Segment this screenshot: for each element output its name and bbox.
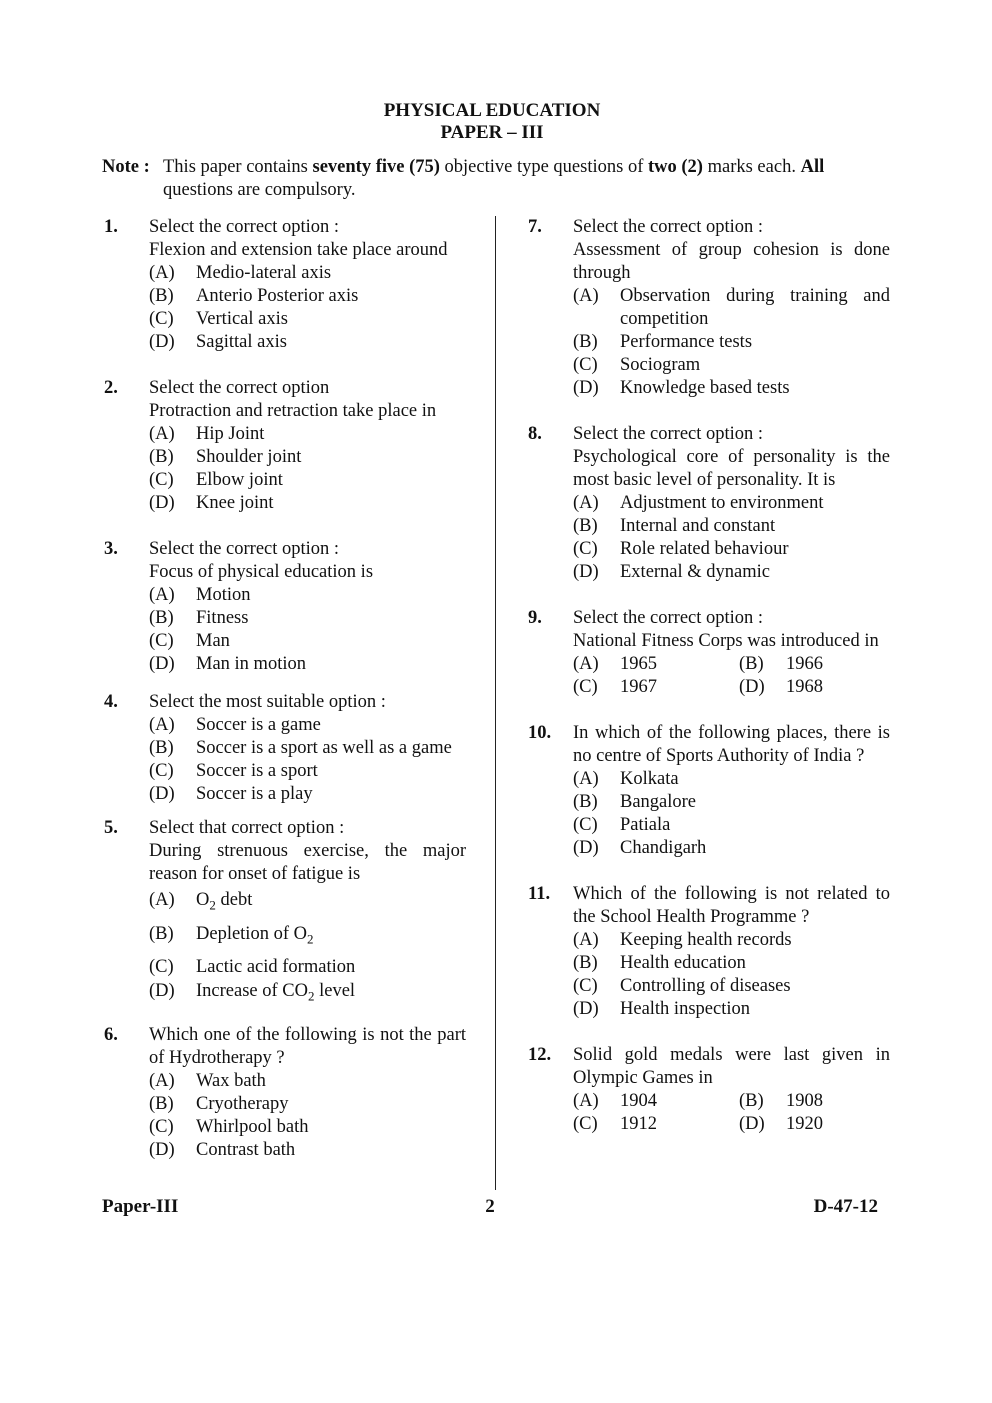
question-text: Psychological core of personality is the most basic level of personality. It is [573,447,890,490]
option-letter: (B) [149,286,174,306]
option-text: Shoulder joint [196,447,302,467]
option-c[interactable] [149,630,466,653]
option-letter: (D) [739,677,765,697]
option-text: Man in motion [196,654,306,674]
paper-code: D-47-12 [813,1196,878,1217]
question-number: 2. [104,378,118,398]
paper-title: PAPER – III [440,122,544,143]
question-number: 1. [104,217,118,237]
option-d[interactable] [149,783,466,806]
question-7 [528,216,890,400]
option-text: Keeping health records [620,930,792,950]
option-b[interactable] [149,737,466,760]
option-letter: (A) [149,424,175,444]
note-text-2: objective type questions of [439,157,648,177]
option-d[interactable] [739,676,889,699]
option-text: Hip Joint [196,424,265,444]
option-text: Soccer is a sport as well as a game [196,738,452,758]
question-number: 10. [528,723,552,743]
option-letter: (C) [149,631,174,651]
question-stem: Select the correct option : [573,217,764,237]
option-c[interactable] [573,1113,739,1136]
option-text: Observation during training and competition [620,286,890,329]
option-letter: (B) [573,792,598,812]
option-letter: (B) [573,516,598,536]
option-text: Soccer is a game [196,715,321,735]
question-2 [104,377,466,515]
option-text: External & dynamic [620,562,771,582]
question-number: 12. [528,1045,552,1065]
option-b[interactable] [149,920,466,954]
option-text: Soccer is a sport [196,761,318,781]
option-text: Health education [620,953,746,973]
question-5 [104,817,466,1007]
option-text: 1920 [786,1114,823,1134]
option-c[interactable] [573,814,890,837]
option-text: Knee joint [196,493,274,513]
note-text-1: This paper contains [163,157,313,177]
option-b[interactable] [739,653,889,676]
option-a[interactable] [149,423,466,446]
question-text: During strenuous exercise, the major reason for onset of fatigue is [149,841,466,884]
page-number: 2 [485,1196,495,1217]
subscript: 2 [209,897,216,913]
option-text: 1908 [786,1091,823,1111]
option-a[interactable] [573,492,890,515]
option-text: Depletion of O [196,923,307,944]
option-letter: (C) [573,1114,598,1134]
option-a[interactable] [149,1070,466,1093]
option-letter: (B) [149,1094,174,1115]
option-letter: (A) [573,493,599,513]
option-c[interactable] [573,676,739,699]
option-d[interactable] [149,331,466,354]
option-text: Knowledge based tests [620,378,790,398]
question-stem: Select the correct option : [149,217,340,237]
option-b[interactable] [149,285,466,308]
option-text: Motion [196,585,251,605]
option-letter: (A) [573,286,599,306]
option-text: 1965 [620,654,657,674]
option-a[interactable] [573,285,890,331]
question-number: 5. [104,818,118,838]
option-letter: (C) [573,815,598,835]
option-b[interactable] [573,791,890,814]
subject-title: PHYSICAL EDUCATION [383,100,601,121]
option-b[interactable] [739,1090,889,1113]
option-text-suffix: level [314,981,356,1002]
option-letter: (D) [149,981,175,1002]
option-b[interactable] [573,515,890,538]
question-9 [528,607,890,699]
option-letter: (D) [149,654,175,674]
option-letter: (A) [573,930,599,950]
footer-paper-label: Paper-III [102,1196,179,1217]
note-bold-3: All [800,157,825,177]
note-label: Note : [102,157,150,177]
option-text: Medio-lateral axis [196,263,332,283]
option-d[interactable] [149,1139,466,1162]
question-text: Which one of the following is not the part of Hydrotherapy ? [149,1025,466,1069]
option-letter: (C) [149,309,174,329]
question-stem: Select the most suitable option : [149,692,386,712]
question-stem: Select the correct option : [573,424,764,444]
question-text: Focus of physical education is [149,562,374,582]
option-c[interactable] [573,975,890,998]
question-1 [104,216,466,354]
option-letter: (D) [573,999,599,1019]
option-letter: (C) [573,539,598,559]
page-header [0,100,984,144]
option-letter: (C) [573,976,598,996]
option-letter: (A) [573,654,599,674]
instructions-note [102,156,892,202]
note-text [163,156,892,202]
option-text: Anterio Posterior axis [196,286,359,306]
option-letter: (D) [149,493,175,513]
option-c[interactable] [149,1116,466,1139]
question-stem: Select that correct option : [149,818,345,838]
option-d[interactable] [573,837,890,860]
column-divider [495,216,496,1190]
option-b[interactable] [149,1093,466,1116]
option-text: Role related behaviour [620,539,789,559]
option-text: Lactic acid formation [196,957,356,978]
option-a[interactable] [573,929,890,952]
note-bold-2: two (2) [648,157,703,177]
question-4 [104,691,466,806]
question-number: 8. [528,424,542,444]
question-text: In which of the following places, there is no centre of Sports Authority of India ? [573,723,890,766]
option-letter: (D) [739,1114,765,1134]
question-number: 3. [104,539,118,559]
option-text: Sociogram [620,355,701,375]
question-10 [528,722,890,860]
option-text: Kolkata [620,769,679,789]
option-letter: (A) [149,585,175,605]
left-column [104,216,466,1162]
question-3 [104,538,466,676]
option-letter: (A) [149,890,175,910]
note-bold-1: seventy five (75) [312,157,440,177]
option-letter: (B) [149,608,174,628]
option-letter: (B) [739,1091,764,1111]
option-text: Vertical axis [196,309,288,329]
option-d[interactable] [573,561,890,584]
question-number: 7. [528,217,542,237]
option-d[interactable] [573,377,890,400]
option-d[interactable] [739,1113,889,1136]
option-letter: (D) [149,784,175,804]
question-text: Flexion and extension take place around [149,240,448,260]
question-6 [104,1024,466,1162]
option-letter: (A) [149,715,175,735]
option-text: Controlling of diseases [620,976,791,996]
option-d[interactable] [149,981,466,1007]
option-text: 1967 [620,677,657,697]
option-letter: (B) [149,923,174,944]
option-text: Adjustment to environment [620,493,824,513]
option-letter: (C) [149,470,174,490]
option-letter: (C) [149,957,174,978]
option-letter: (B) [573,332,598,352]
option-text: Bangalore [620,792,697,812]
question-text: National Fitness Corps was introduced in [573,631,879,651]
option-letter: (A) [149,1071,175,1092]
question-11 [528,883,890,1021]
option-text: Internal and constant [620,516,776,536]
option-c[interactable] [149,469,466,492]
option-letter: (B) [739,654,764,674]
option-letter: (D) [149,1140,175,1161]
option-a[interactable] [149,714,466,737]
option-letter: (C) [149,761,174,781]
option-text: Chandigarh [620,838,707,858]
question-number: 9. [528,608,542,628]
page-footer [102,1196,878,1218]
options-grid [573,653,890,699]
option-c[interactable] [573,538,890,561]
right-column [528,216,890,1136]
note-text-4: questions are compulsory. [163,180,356,200]
subscript: 2 [306,931,314,947]
option-letter: (A) [573,1091,599,1111]
option-text: Cryotherapy [196,1094,289,1115]
option-letter: (A) [149,263,175,283]
question-text: Protraction and retraction take place in [149,401,437,421]
option-letter: (D) [573,562,599,582]
option-letter: (C) [573,355,598,375]
option-text: Elbow joint [196,470,283,490]
option-text: 1968 [786,677,823,697]
option-text: Soccer is a play [196,784,313,804]
option-letter: (B) [573,953,598,973]
option-a[interactable] [149,584,466,607]
option-letter: (B) [149,738,174,758]
option-a[interactable] [149,886,466,920]
option-c[interactable] [573,354,890,377]
question-text: Which of the following is not related to the School Health Programme ? [573,884,890,927]
option-a[interactable] [573,768,890,791]
option-b[interactable] [573,952,890,975]
question-stem: Select the correct option : [149,539,340,559]
options-grid [573,1090,890,1136]
question-number: 6. [104,1025,118,1046]
option-text: 1912 [620,1114,657,1134]
option-text: Sagittal axis [196,332,287,352]
option-text: 1904 [620,1091,657,1111]
option-d[interactable] [149,653,466,676]
option-b[interactable] [573,331,890,354]
option-text: Whirlpool bath [196,1117,309,1138]
option-letter: (D) [573,838,599,858]
subscript: 2 [307,989,315,1005]
option-a[interactable] [573,653,739,676]
option-text: Performance tests [620,332,753,352]
option-text: Patiala [620,815,671,835]
option-d[interactable] [573,998,890,1021]
option-letter: (C) [573,677,598,697]
question-text: Assessment of group cohesion is done through [573,240,890,283]
option-text: O [196,890,210,910]
option-text: Health inspection [620,999,750,1019]
option-text: 1966 [786,654,823,674]
question-number: 11. [528,884,551,904]
option-text: Wax bath [196,1071,266,1092]
option-a[interactable] [149,262,466,285]
option-letter: (C) [149,1117,174,1138]
question-12 [528,1044,890,1136]
question-8 [528,423,890,584]
question-stem: Select the correct option [149,378,330,398]
option-c[interactable] [149,308,466,331]
option-text-suffix: debt [215,890,253,910]
option-text: Man [196,631,230,651]
option-a[interactable] [573,1090,739,1113]
option-text: Increase of CO [196,981,308,1002]
option-text: Contrast bath [196,1140,296,1161]
question-text: Solid gold medals were last given in Olympic Games in [573,1045,890,1088]
option-letter: (D) [573,378,599,398]
option-text: Fitness [196,608,249,628]
question-number: 4. [104,692,118,712]
option-c[interactable] [149,760,466,783]
option-letter: (D) [149,332,175,352]
note-text-3: marks each. [702,157,801,177]
option-d[interactable] [149,492,466,515]
option-c[interactable] [149,953,466,981]
option-b[interactable] [149,446,466,469]
option-letter: (A) [573,769,599,789]
option-letter: (B) [149,447,174,467]
question-stem: Select the correct option : [573,608,764,628]
option-b[interactable] [149,607,466,630]
